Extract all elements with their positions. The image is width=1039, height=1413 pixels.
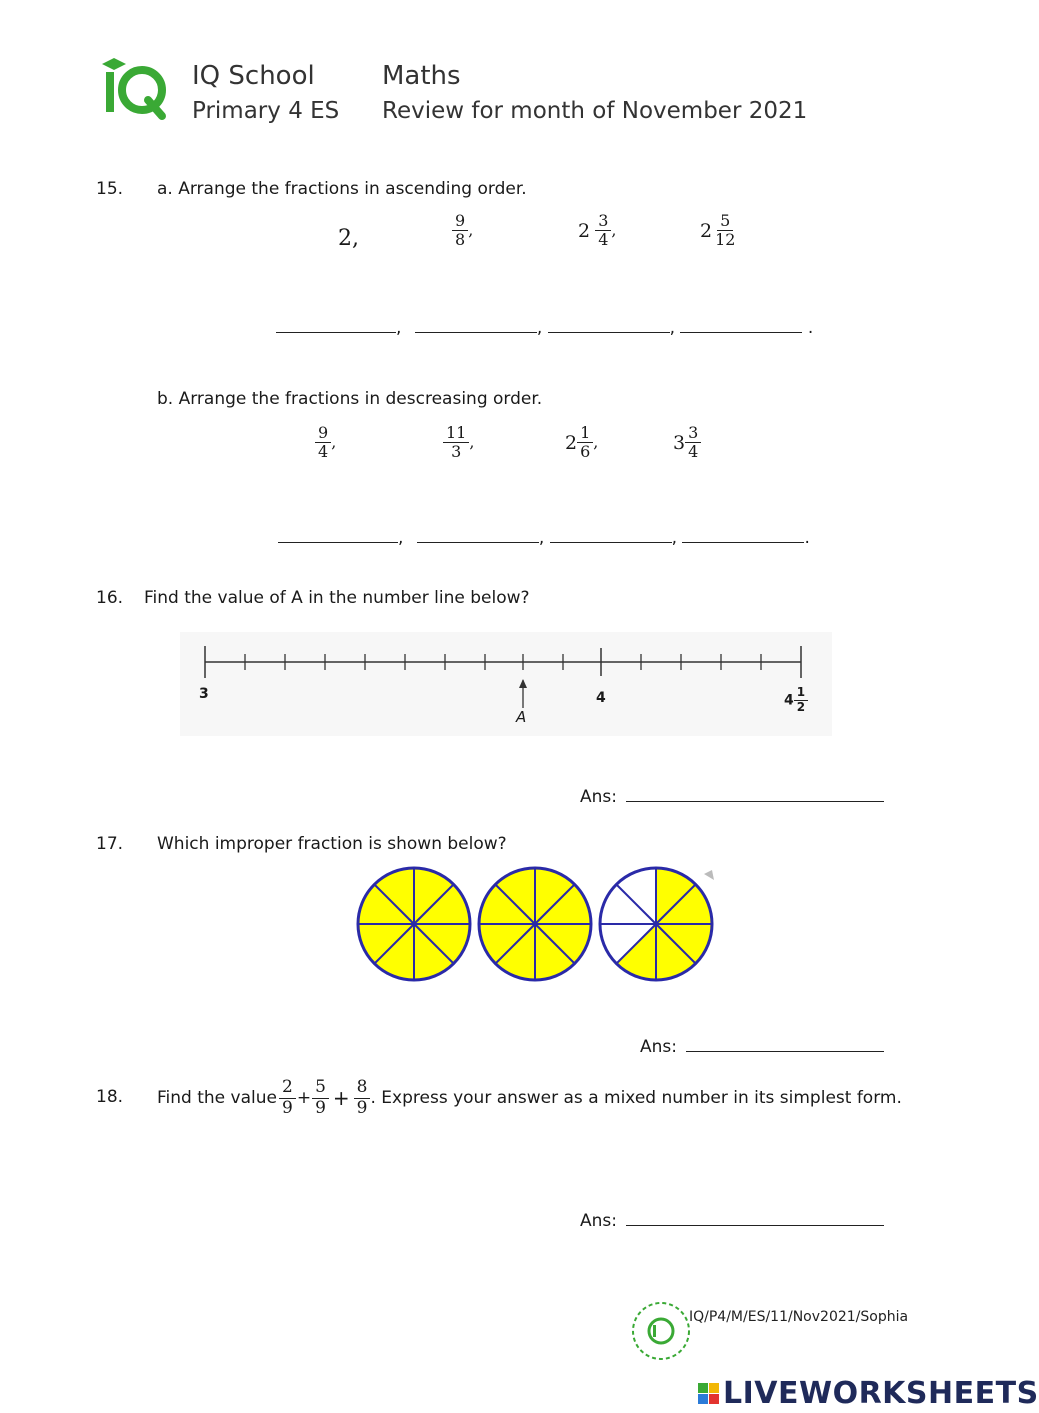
- denominator: 4: [598, 230, 609, 250]
- brand-text: LIVEWORKSHEETS: [723, 1376, 1039, 1411]
- period: .: [807, 318, 814, 338]
- answer-blank[interactable]: [278, 541, 398, 543]
- ans-label: Ans:: [580, 1211, 617, 1231]
- whole-number: 4: [784, 692, 794, 709]
- brand-icon: [698, 1383, 719, 1404]
- denominator: 12: [715, 230, 736, 250]
- answer-blank[interactable]: [686, 1050, 884, 1052]
- comma: ,: [538, 528, 545, 548]
- q15b-answer-blanks: [278, 528, 810, 548]
- whole-number: 2,: [338, 226, 359, 251]
- whole-number: 2: [565, 431, 578, 454]
- denominator: 4: [688, 442, 699, 462]
- whole-number: 2: [700, 219, 713, 242]
- answer-blank[interactable]: [680, 331, 802, 333]
- q15a-text: a. Arrange the fractions in ascending order.: [157, 179, 527, 199]
- q16-answer: [580, 787, 884, 807]
- comma: ,: [669, 318, 676, 338]
- comma: ,: [671, 528, 678, 548]
- comma: ,: [396, 318, 402, 338]
- separator: ,: [331, 432, 337, 452]
- q15a-item-3: [578, 212, 616, 250]
- denominator: 2: [796, 699, 806, 714]
- answer-blank[interactable]: [626, 1224, 884, 1226]
- denominator: 9: [356, 1097, 368, 1118]
- comma: ,: [536, 318, 543, 338]
- question-number: 17.: [96, 834, 124, 854]
- q17-text: Which improper fraction is shown below?: [157, 834, 507, 854]
- q15b-text: b. Arrange the fractions in descreasing order.: [157, 389, 543, 409]
- separator: ,: [611, 220, 617, 240]
- q18-answer: [580, 1211, 884, 1231]
- question-number: 15.: [96, 179, 124, 199]
- denominator: 6: [580, 442, 591, 462]
- whole-number: 2: [578, 219, 591, 242]
- q17-answer: [640, 1037, 884, 1057]
- separator: ,: [593, 432, 599, 452]
- label-end: [784, 686, 808, 715]
- school-logo: [96, 56, 168, 122]
- ans-label: Ans:: [580, 787, 617, 807]
- label-arrow-a: A: [516, 708, 527, 726]
- q15a-item-4: [700, 212, 738, 250]
- q15a-item-2: [452, 212, 473, 250]
- q15a-answer-blanks: [276, 318, 813, 338]
- q16-text: Find the value of A in the number line below?: [144, 588, 530, 608]
- label-start: 3: [199, 686, 209, 702]
- q15b-item-3: [565, 424, 598, 462]
- numerator: 11: [443, 424, 469, 443]
- denominator: 4: [318, 442, 329, 462]
- numerator: 5: [312, 1078, 329, 1099]
- approved-stamp: [630, 1300, 692, 1362]
- numerator: 3: [595, 212, 611, 231]
- answer-blank[interactable]: [548, 331, 670, 333]
- answer-blank[interactable]: [682, 541, 804, 543]
- answer-blank[interactable]: [415, 331, 537, 333]
- numerator: 8: [354, 1078, 371, 1099]
- answer-blank[interactable]: [417, 541, 539, 543]
- q15a-item-1: [338, 226, 359, 251]
- q15b-item-2: [443, 424, 474, 462]
- denominator: 9: [281, 1097, 293, 1118]
- school-name: IQ School: [192, 61, 315, 91]
- answer-blank[interactable]: [276, 331, 396, 333]
- label-mid: 4: [596, 690, 606, 706]
- q18-prefix: Find the value: [157, 1088, 277, 1108]
- denominator: 8: [455, 230, 466, 250]
- question-number: 18.: [96, 1087, 124, 1107]
- subject-label: Maths: [382, 61, 461, 91]
- review-label: Review for month of November 2021: [382, 98, 808, 124]
- period: .: [804, 528, 810, 548]
- numerator: 9: [315, 424, 331, 443]
- separator: ,: [468, 220, 474, 240]
- ans-label: Ans:: [640, 1037, 677, 1057]
- number-line: [180, 632, 832, 736]
- plus-sign: +: [332, 1086, 350, 1110]
- document-code: IQ/P4/M/ES/11/Nov2021/Sophia: [689, 1309, 909, 1325]
- numerator: 5: [717, 212, 733, 231]
- numerator: 2: [279, 1078, 296, 1099]
- numerator: 1: [577, 424, 593, 443]
- denominator: 3: [451, 442, 462, 462]
- fraction-circles: [352, 862, 722, 986]
- q15b-item-4: [673, 424, 701, 462]
- grade-label: Primary 4 ES: [192, 98, 340, 124]
- comma: ,: [398, 528, 404, 548]
- plus-sign: +: [296, 1088, 312, 1108]
- separator: ,: [469, 432, 475, 452]
- liveworksheets-brand[interactable]: [698, 1376, 1039, 1411]
- q18-text: [157, 1070, 902, 1126]
- denominator: 9: [315, 1097, 326, 1118]
- whole-number: 3: [673, 431, 686, 454]
- numerator: 9: [452, 212, 468, 231]
- numerator: 3: [685, 424, 701, 443]
- q15b-item-1: [315, 424, 336, 462]
- question-number: 16.: [96, 588, 124, 608]
- answer-blank[interactable]: [626, 800, 884, 802]
- numerator: 1: [794, 686, 808, 701]
- answer-blank[interactable]: [550, 541, 672, 543]
- q18-suffix: . Express your answer as a mixed number in its simplest form.: [370, 1088, 902, 1108]
